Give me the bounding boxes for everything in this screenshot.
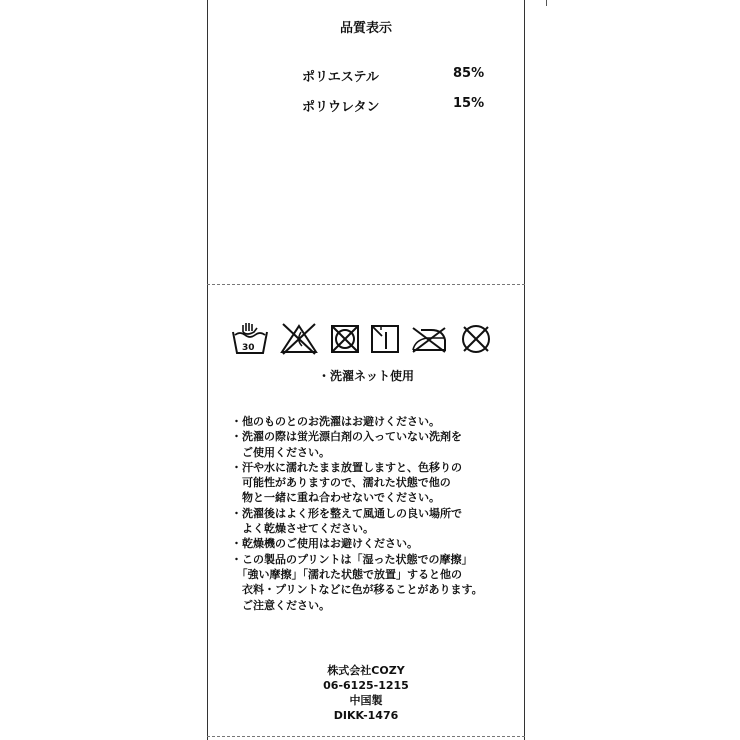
no-tumble-dry-icon — [329, 322, 361, 356]
care-note-line: ご使用ください。 — [231, 445, 330, 459]
cut-line-bottom — [207, 736, 525, 737]
no-bleach-icon — [279, 322, 319, 356]
care-note-line: ・汗や水に濡れたまま放置しますと、色移りの — [231, 460, 462, 474]
laundry-net-note: ・洗濯ネット使用 — [317, 369, 414, 383]
no-iron-icon — [409, 322, 449, 356]
line-dry-shade-icon — [369, 322, 401, 356]
company-info — [207, 663, 525, 723]
material-name: ポリエステル — [302, 70, 379, 85]
svg-text:30: 30 — [242, 343, 255, 353]
care-note-line: 「強い摩擦」「濡れた状態で放置」すると他の — [231, 567, 462, 581]
care-note-line: ・他のものとのお洗濯はお避けください。 — [231, 415, 440, 428]
care-note-line: ・洗濯後はよく形を整えて風通しの良い場所で — [231, 506, 462, 520]
no-dry-clean-icon — [459, 322, 493, 356]
care-note-line: ご注意ください。 — [231, 598, 330, 612]
care-note-line: 衣料・プリントなどに色が移ることがあります。 — [231, 583, 483, 597]
care-note-line: 物と一緒に重ね合わせないでください。 — [231, 491, 440, 505]
material-percent: 85% — [453, 66, 485, 81]
care-note-line: 可能性がありますので、濡れた状態で他の — [231, 476, 451, 490]
care-note-line: ・この製品のプリントは「湿った状態での摩擦」 — [231, 552, 473, 566]
crop-mark — [546, 0, 547, 6]
company-phone: 06-6125-1215 — [323, 679, 409, 692]
care-symbols — [229, 322, 509, 356]
product-code: DIKK-1476 — [333, 709, 399, 722]
country-of-origin: 中国製 — [349, 694, 383, 707]
hand-wash-30-icon — [231, 322, 269, 356]
material-percent: 15% — [453, 96, 485, 111]
care-note-line: よく乾燥させてください。 — [231, 522, 374, 536]
care-note-line: ・乾燥機のご使用はお避けください。 — [231, 537, 418, 551]
cut-line-divider — [207, 284, 525, 285]
company-name: 株式会社COZY — [327, 664, 405, 677]
care-notes — [231, 414, 521, 613]
care-note-line: ・洗濯の際は蛍光漂白剤の入っていない洗剤を — [231, 430, 462, 444]
material-name: ポリウレタン — [302, 100, 380, 115]
quality-label-title: 品質表示 — [339, 21, 392, 36]
